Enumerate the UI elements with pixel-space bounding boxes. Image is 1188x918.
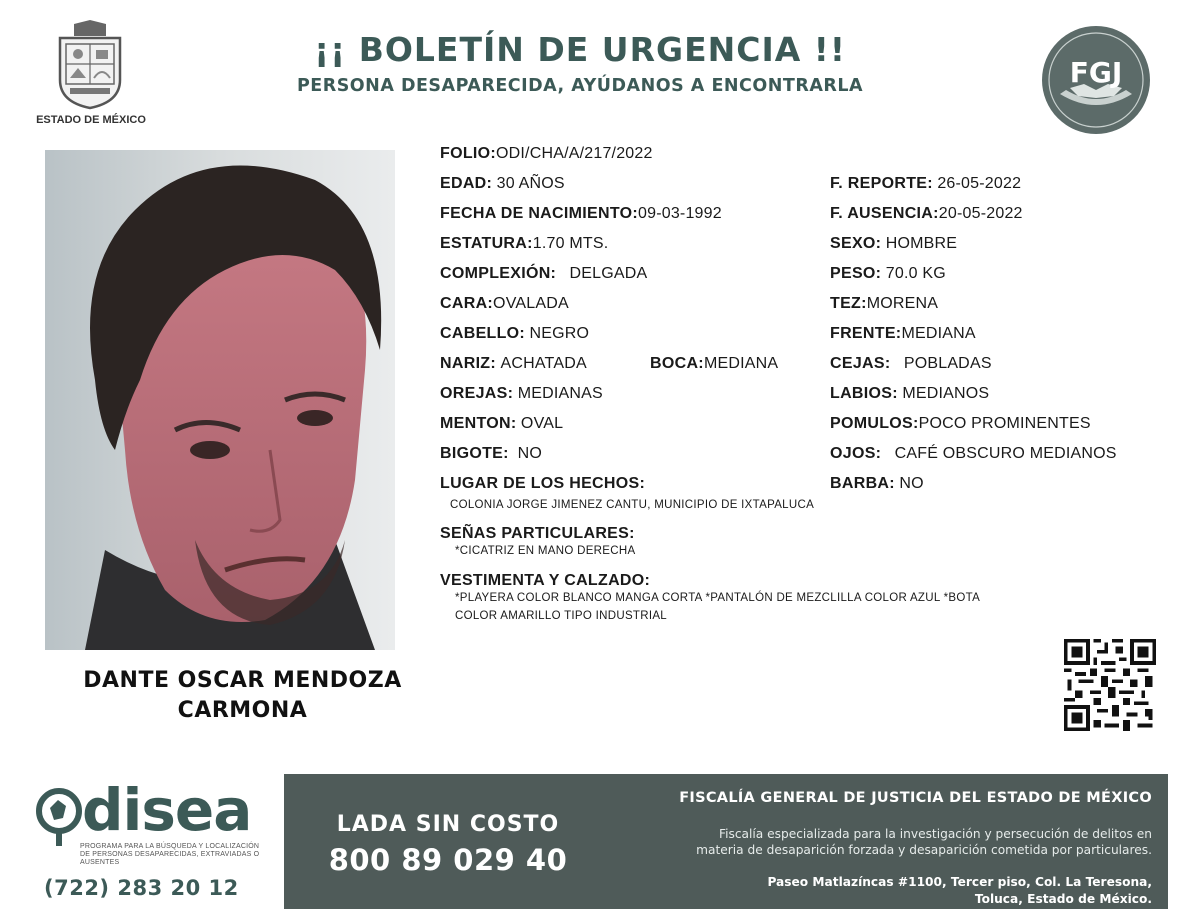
person-photo [45, 150, 395, 650]
field-label: OJOS: [830, 445, 882, 462]
field-value: NO [899, 475, 924, 492]
field-label: POMULOS: [830, 415, 919, 432]
field-f-ausencia [830, 205, 1023, 223]
field-menton [440, 415, 563, 433]
field-label: PESO: [830, 265, 882, 282]
field-value: DELGADA [569, 265, 648, 282]
person-name: DANTE OSCAR MENDOZA CARMONA [83, 668, 402, 723]
field-bigote [440, 445, 542, 463]
field-cejas [830, 355, 992, 373]
field-value: POCO PROMINENTES [918, 415, 1091, 432]
field-ojos [830, 445, 1117, 463]
field-senas [440, 525, 635, 543]
field-value: 26-05-2022 [937, 175, 1022, 192]
field-label: TEZ: [830, 295, 867, 312]
estado-de-mexico-seal-icon [50, 20, 130, 110]
field-vestimenta [440, 572, 650, 590]
field-cabello [440, 325, 589, 343]
field-label: CABELLO: [440, 325, 526, 342]
field-value: CAFÉ OBSCURO MEDIANOS [894, 445, 1117, 462]
field-label: LABIOS: [830, 385, 898, 402]
field-label: FECHA DE NACIMIENTO: [440, 205, 638, 222]
field-label: EDAD: [440, 175, 493, 192]
field-lugar [440, 475, 645, 493]
field-folio [440, 145, 653, 163]
field-labios [830, 385, 989, 403]
field-orejas [440, 385, 603, 403]
field-estatura [440, 235, 608, 253]
field-value: 09-03-1992 [638, 205, 722, 222]
field-f-reporte [830, 175, 1021, 193]
field-barba [830, 475, 924, 493]
field-label: FOLIO: [440, 145, 497, 162]
field-label: BOCA: [650, 355, 704, 372]
seal-caption: ESTADO DE MÉXICO [36, 114, 146, 126]
field-edad [440, 175, 565, 193]
field-value: 20-05-2022 [938, 205, 1023, 222]
field-frente [830, 325, 976, 343]
field-label: BIGOTE: [440, 445, 509, 462]
field-nariz [440, 355, 587, 373]
field-label: FRENTE: [830, 325, 902, 342]
field-label: F. REPORTE: [830, 175, 933, 192]
field-value: MORENA [866, 295, 939, 312]
field-value: MEDIANA [703, 355, 779, 372]
field-label: ESTATURA: [440, 235, 533, 252]
fiscalia-description: Fiscalía especializada para la investigación y persecución de delitos en materia de desaparición forzada y desaparición cometida por particulares. [696, 827, 1152, 857]
field-value: POBLADAS [903, 355, 992, 372]
field-value: NEGRO [529, 325, 590, 342]
field-value: 70.0 KG [885, 265, 946, 282]
field-lugar-value: COLONIA JORGE JIMENEZ CANTU, MUNICIPIO DE IXTAPALUCA [450, 499, 815, 511]
field-value: ODI/CHA/A/217/2022 [496, 145, 653, 162]
field-pomulos [830, 415, 1091, 433]
field-label: NARIZ: [440, 355, 497, 372]
field-label: OREJAS: [440, 385, 514, 402]
field-sexo [830, 235, 957, 253]
field-value: MEDIANA [901, 325, 976, 342]
field-value: OVALADA [493, 295, 569, 312]
fiscalia-name: FISCALÍA GENERAL DE JUSTICIA DEL ESTADO DE MÉXICO [679, 790, 1152, 806]
odisea-tagline: PROGRAMA PARA LA BÚSQUEDA Y LOCALIZACIÓN DE PERSONAS DESAPARECIDAS, EXTRAVIADAS O AUSENTES [80, 843, 260, 866]
odisea-logo-word: disea [82, 776, 252, 844]
field-label: VESTIMENTA Y CALZADO: [440, 572, 651, 589]
field-label: CEJAS: [830, 355, 891, 372]
qr-code-icon[interactable] [1064, 639, 1156, 731]
bulletin-subtitle: PERSONA DESAPARECIDA, AYÚDANOS A ENCONTRARLA [296, 76, 864, 96]
field-label: F. AUSENCIA: [830, 205, 939, 222]
odisea-pin-icon [36, 788, 82, 846]
field-value: 1.70 MTS. [532, 235, 609, 252]
field-vestimenta-value-line2: COLOR AMARILLO TIPO INDUSTRIAL [455, 610, 668, 622]
field-value: OVAL [520, 415, 564, 432]
field-peso [830, 265, 946, 283]
field-value: 30 AÑOS [496, 175, 565, 192]
field-label: CARA: [440, 295, 494, 312]
fiscalia-address: Paseo Matlazíncas #1100, Tercer piso, Col. La Teresona, Toluca, Estado de México. [767, 875, 1152, 906]
field-value: NO [517, 445, 543, 462]
field-value: HOMBRE [885, 235, 958, 252]
field-cara [440, 295, 569, 313]
field-label: SEÑAS PARTICULARES: [440, 525, 635, 542]
fgj-logo-text: FGJ [1069, 56, 1123, 89]
field-complexion [440, 265, 647, 283]
field-senas-value: *CICATRIZ EN MANO DERECHA [455, 545, 636, 557]
lada-phone-number[interactable]: 800 89 029 40 [328, 843, 568, 877]
field-value: MEDIANAS [517, 385, 603, 402]
field-tez [830, 295, 938, 313]
field-label: LUGAR DE LOS HECHOS: [440, 475, 646, 492]
field-label: COMPLEXIÓN: [440, 265, 557, 282]
field-value: ACHATADA [500, 355, 587, 372]
field-value: MEDIANOS [902, 385, 990, 402]
field-label: MENTON: [440, 415, 517, 432]
field-vestimenta-value-line1: *PLAYERA COLOR BLANCO MANGA CORTA *PANTALÓN DE MEZCLILLA COLOR AZUL *BOTA [455, 592, 981, 604]
field-fecha-nacimiento [440, 205, 722, 223]
fgj-logo-icon [1040, 24, 1152, 136]
bulletin-title: ¡¡ BOLETÍN DE URGENCIA !! [314, 30, 846, 69]
lada-label: LADA SIN COSTO [336, 812, 560, 837]
field-label: SEXO: [830, 235, 882, 252]
field-label: BARBA: [830, 475, 895, 492]
odisea-phone[interactable]: (722) 283 20 12 [44, 876, 239, 900]
field-boca [650, 355, 778, 373]
